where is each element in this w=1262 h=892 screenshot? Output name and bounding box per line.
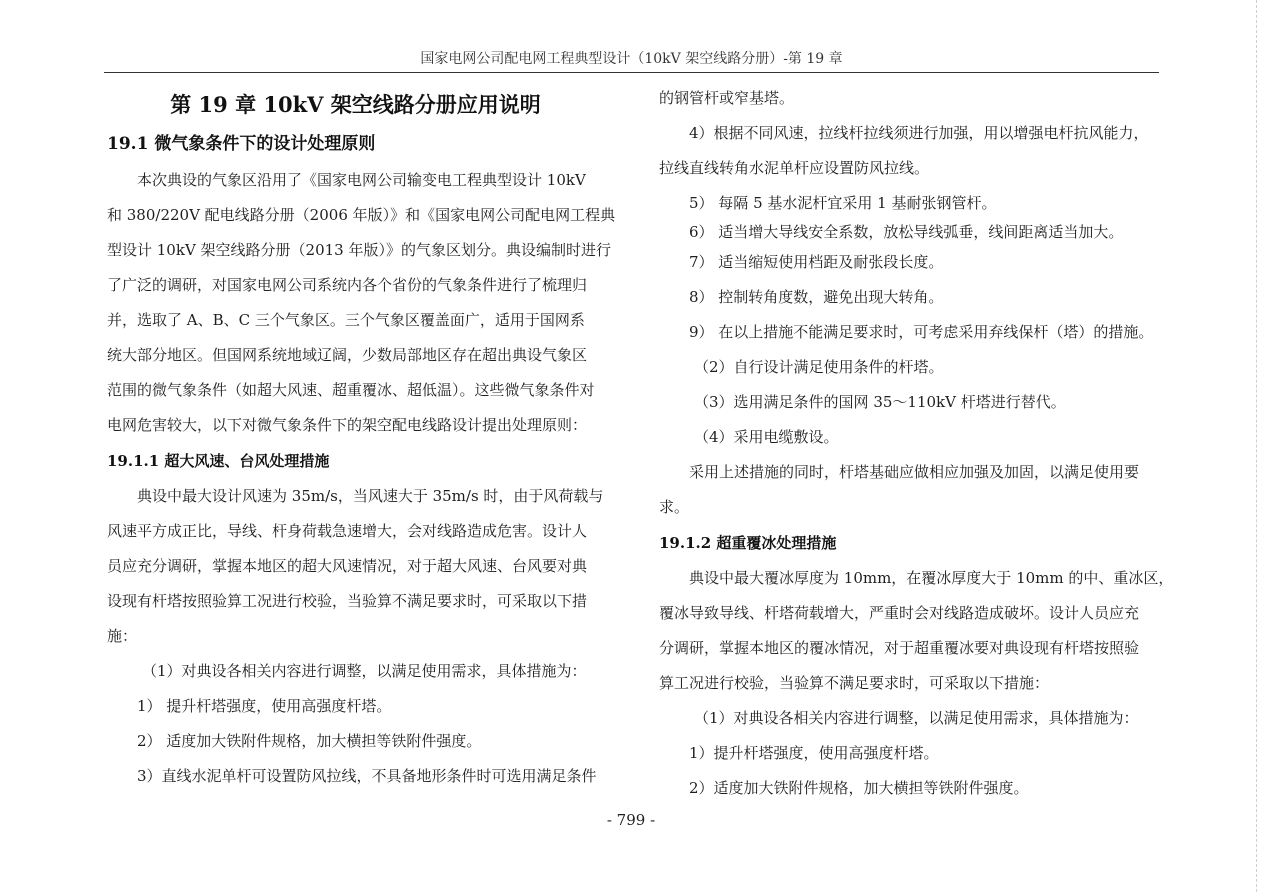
chapter-title: 第 19 章 10kV 架空线路分册应用说明 [170, 92, 541, 117]
paragraph-line: 的钢管杆或窄基塔。 [659, 89, 795, 107]
paragraph-line: 本次典设的气象区沿用了《国家电网公司输变电工程典型设计 10kV [137, 171, 586, 189]
list-item: 3）直线水泥单杆可设置防风拉线，不具备地形条件时可选用满足条件 [137, 767, 597, 785]
paragraph-line: 分调研，掌握本地区的覆冰情况，对于超重覆冰要对典设现有杆塔按照验 [659, 639, 1140, 657]
list-item: 1）提升杆塔强度，使用高强度杆塔。 [689, 744, 939, 762]
section-heading-19-1-2: 19.1.2 超重覆冰处理措施 [659, 534, 837, 552]
paragraph-line: 了广泛的调研，对国家电网公司系统内各个省份的气象条件进行了梳理归 [107, 276, 588, 294]
list-item: 8） 控制转角度数，避免出现大转角。 [689, 288, 944, 306]
list-item: （3）选用满足条件的国网 35～110kV 杆塔进行替代。 [694, 393, 1066, 411]
paragraph-line: 并，选取了 A、B、C 三个气象区。三个气象区覆盖面广，适用于国网系 [107, 311, 585, 329]
section-heading-19-1-1: 19.1.1 超大风速、台风处理措施 [107, 452, 330, 470]
paragraph-line: 设现有杆塔按照验算工况进行校验，当验算不满足要求时，可采取以下措 [107, 592, 588, 610]
section-heading-19-1: 19.1 微气象条件下的设计处理原则 [107, 134, 376, 154]
paragraph-line: 施： [107, 627, 138, 645]
page-edge [1256, 0, 1257, 892]
paragraph-line: 员应充分调研，掌握本地区的超大风速情况，对于超大风速、台风要对典 [107, 557, 588, 575]
paragraph-line: 范围的微气象条件（如超大风速、超重覆冰、超低温）。这些微气象条件对 [107, 381, 595, 399]
paragraph-line: 型设计 10kV 架空线路分册（2013 年版）》的气象区划分。典设编制时进行 [107, 241, 611, 259]
paragraph-line: 典设中最大设计风速为 35m/s，当风速大于 35m/s 时，由于风荷载与 [137, 487, 604, 505]
paragraph-line: 典设中最大覆冰厚度为 10mm，在覆冰厚度大于 10mm 的中、重冰区， [689, 569, 1174, 587]
list-item: 4）根据不同风速，拉线杆拉线须进行加强，用以增强电杆抗风能力， [689, 124, 1149, 142]
paragraph-line: 统大部分地区。但国网系统地域辽阔，少数局部地区存在超出典设气象区 [107, 346, 588, 364]
list-item: （2）自行设计满足使用条件的杆塔。 [694, 358, 944, 376]
paragraph-line: 算工况进行校验，当验算不满足要求时，可采取以下措施： [659, 674, 1050, 692]
paragraph-line: 覆冰导致导线、杆塔荷载增大，严重时会对线路造成破坏。设计人员应充 [659, 604, 1140, 622]
running-header: 国家电网公司配电网工程典型设计（10kV 架空线路分册）-第 19 章 [420, 51, 843, 67]
paragraph-line: 拉线直线转角水泥单杆应设置防风拉线。 [659, 159, 930, 177]
list-item: 2） 适度加大铁附件规格，加大横担等铁附件强度。 [137, 732, 482, 750]
list-item: （1）对典设各相关内容进行调整，以满足使用需求，具体措施为： [694, 709, 1139, 727]
list-item: 5） 每隔 5 基水泥杆宜采用 1 基耐张钢管杆。 [689, 194, 997, 212]
page-number: - 799 - [606, 811, 656, 829]
paragraph-line: 采用上述措施的同时，杆塔基础应做相应加强及加固，以满足使用要 [689, 463, 1140, 481]
paragraph-line: 和 380/220V 配电线路分册（2006 年版）》和《国家电网公司配电网工程典 [107, 206, 616, 224]
list-item: 6） 适当增大导线安全系数，放松导线弧垂，线间距离适当加大。 [689, 223, 1124, 241]
paragraph-line: 电网危害较大，以下对微气象条件下的架空配电线路设计提出处理原则： [107, 416, 588, 434]
header-divider [104, 72, 1159, 73]
paragraph-line: 求。 [659, 498, 690, 516]
list-item: 7） 适当缩短使用档距及耐张段长度。 [689, 253, 944, 271]
list-item: 1） 提升杆塔强度，使用高强度杆塔。 [137, 697, 392, 715]
list-item: （1）对典设各相关内容进行调整，以满足使用需求，具体措施为： [142, 662, 587, 680]
paragraph-line: 风速平方成正比，导线、杆身荷载急速增大，会对线路造成危害。设计人 [107, 522, 588, 540]
list-item: 9） 在以上措施不能满足要求时，可考虑采用弃线保杆（塔）的措施。 [689, 323, 1154, 341]
list-item: （4）采用电缆敷设。 [694, 428, 839, 446]
list-item: 2）适度加大铁附件规格，加大横担等铁附件强度。 [689, 779, 1029, 797]
